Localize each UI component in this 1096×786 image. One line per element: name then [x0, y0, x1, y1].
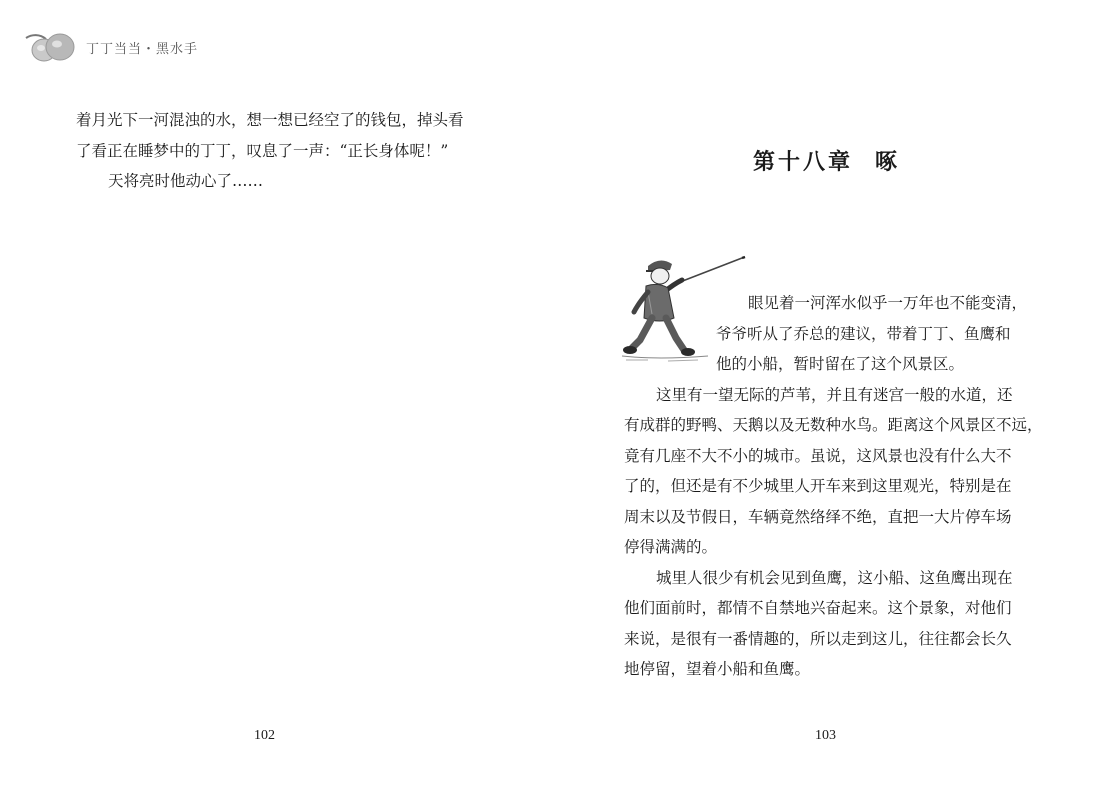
- running-header: [24, 30, 198, 64]
- chapter-heading: [753, 145, 900, 176]
- right-body-text: [624, 288, 1043, 685]
- text-line: 竟有几座不大不小的城市。虽说，这风景也没有什么大不: [624, 446, 1012, 465]
- chapter-number: 第十八章: [753, 149, 854, 175]
- text-line: 着月光下一河混浊的水，想一想已经空了的钱包，掉头看: [76, 111, 464, 129]
- text-line: 这里有一望无际的芦苇，并且有迷宫一般的水道，还: [656, 385, 1013, 404]
- text-line: 有成群的野鸭、天鹅以及无数种水鸟。距离这个风景区不远，: [624, 416, 1043, 434]
- text-line: 来说，是很有一番情趣的，所以走到这儿，往往都会长久: [624, 629, 1012, 648]
- page-number: 103: [815, 728, 836, 743]
- text-line: 了看正在睡梦中的丁丁，叹息了一声：“正长身体呢！”: [76, 141, 449, 160]
- text-line: 周末以及节假日，车辆竟然络绎不绝，直把一大片停车场: [624, 507, 1012, 526]
- text-line: 地停留，望着小船和鱼鹰。: [624, 660, 811, 678]
- right-page: [548, 0, 1096, 786]
- text-line: 天将亮时他动心了……: [108, 172, 264, 190]
- page-number: 102: [254, 728, 275, 743]
- chapter-title: 啄: [875, 149, 901, 175]
- text-line: 爷爷听从了乔总的建议，带着丁丁、鱼鹰和: [716, 324, 1011, 343]
- gourd-logo-icon: [24, 30, 80, 64]
- text-line: 眼见着一河浑水似乎一万年也不能变清，: [748, 294, 1028, 312]
- left-body-text: [76, 105, 486, 197]
- text-line: 城里人很少有机会见到鱼鹰，这小船、这鱼鹰出现在: [656, 568, 1013, 587]
- text-line: 他的小船，暂时留在了这个风景区。: [716, 355, 965, 373]
- text-line: 了的，但还是有不少城里人开车来到这里观光，特别是在: [624, 477, 1012, 495]
- text-line: 他们面前时，都情不自禁地兴奋起来。这个景象，对他们: [624, 599, 1012, 617]
- series-title: 丁丁当当・黑水手: [86, 41, 199, 57]
- text-line: 停得满满的。: [624, 538, 718, 556]
